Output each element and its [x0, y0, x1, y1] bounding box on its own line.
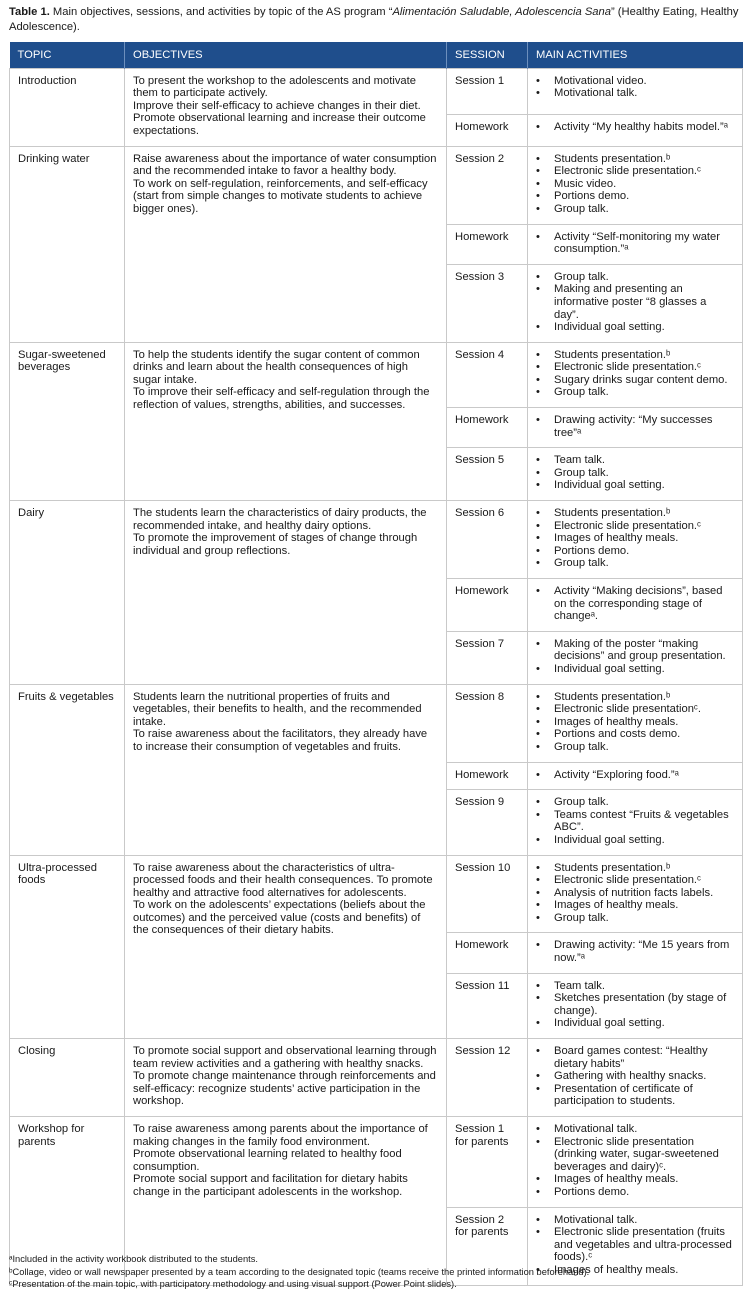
session-cell: Session 1 for parents [447, 1117, 528, 1208]
list-item: • Group talk. [554, 741, 734, 754]
list-item: • Motivational talk. [554, 87, 734, 100]
topic-cell: Closing [10, 1039, 125, 1117]
objective-text: To work on self-regulation, reinforcements, and self-efficacy (start from simple changes to motivate students to achieve bigger ones). [133, 177, 428, 215]
list-item: • Group talk. [554, 271, 734, 284]
list-item: • Motivational talk. [554, 1123, 734, 1136]
table-row [10, 146, 743, 224]
topic-cell: Ultra-processed foods [10, 855, 125, 1039]
activities-list [536, 454, 734, 492]
table-header [10, 42, 743, 68]
list-item: • Group talk. [554, 386, 734, 399]
list-item: • Electronic slide presentation.ᶜ [554, 361, 734, 374]
session-cell: Session 7 [447, 631, 528, 684]
table-row [10, 501, 743, 579]
list-item: • Group talk. [554, 912, 734, 925]
session-cell: Session 11 [447, 973, 528, 1038]
session-cell: Session 6 [447, 501, 528, 579]
activities-cell [528, 1039, 743, 1117]
table-row [10, 855, 743, 933]
list-item: • Activity “Making decisions”, based on the corresponding stage of changeᵃ. [554, 585, 734, 623]
topic-cell: Fruits & vegetables [10, 684, 125, 855]
list-item: • Drawing activity: “My successes tree”ᵃ [554, 414, 734, 439]
activities-list [536, 1045, 734, 1108]
activities-list [536, 1123, 734, 1199]
list-item: • Electronic slide presentation (fruits and vegetables and ultra-processed foods).ᶜ [554, 1226, 734, 1264]
table-caption [9, 5, 739, 35]
list-item: • Individual goal setting. [554, 479, 734, 492]
topic-cell: Drinking water [10, 146, 125, 342]
activities-list [536, 939, 734, 964]
objectives-cell [125, 684, 447, 855]
activities-list [536, 153, 734, 216]
activities-cell [528, 631, 743, 684]
activities-cell [528, 501, 743, 579]
session-cell: Homework [447, 114, 528, 146]
table-row [10, 1039, 743, 1117]
activities-list [536, 585, 734, 623]
activities-list [536, 691, 734, 754]
session-cell: Session 8 [447, 684, 528, 762]
activities-list [536, 769, 734, 782]
list-item: • Students presentation.ᵇ [554, 349, 734, 362]
footnote-c: ᶜPresentation of the main topic, with participatory methodology and using visual support (Power Point slides). [9, 1279, 457, 1290]
activities-list [536, 271, 734, 334]
objectives-cell [125, 342, 447, 500]
list-item: • Students presentation.ᵇ [554, 862, 734, 875]
activities-cell [528, 855, 743, 933]
activities-cell [528, 762, 743, 790]
activities-cell [528, 342, 743, 407]
list-item: • Sketches presentation (by stage of change). [554, 992, 734, 1017]
activities-list [536, 75, 734, 100]
objective-text: The students learn the characteristics of dairy products, the recommended intake, and healthy dairy options. [133, 507, 427, 532]
objective-text: To work on the adolescents’ expectations (beliefs about the outcomes) and the perceived value (costs and benefits) of the consequences of their dietary habits. [133, 899, 426, 937]
activities-cell [528, 684, 743, 762]
list-item: • Motivational talk. [554, 1214, 734, 1227]
header-main-activities: MAIN ACTIVITIES [528, 42, 743, 68]
activities-cell [528, 264, 743, 342]
objectives-cell [125, 855, 447, 1039]
objective-text: Promote social support and facilitation for dietary habits change in the participant adolescents in the workshop. [133, 1173, 408, 1198]
list-item: • Images of healthy meals. [554, 899, 734, 912]
session-cell: Session 4 [447, 342, 528, 407]
session-cell: Homework [447, 933, 528, 973]
list-item: • Gathering with healthy snacks. [554, 1070, 734, 1083]
objective-text: Improve their self-efficacy to achieve changes in their diet. [133, 99, 421, 112]
topic-cell: Introduction [10, 68, 125, 146]
activities-cell [528, 68, 743, 114]
list-item: • Team talk. [554, 980, 734, 993]
objective-text: To promote the improvement of stages of change through individual and group reflections. [133, 532, 418, 557]
list-item: • Individual goal setting. [554, 321, 734, 334]
objectives-cell [125, 501, 447, 685]
list-item: • Portions and costs demo. [554, 728, 734, 741]
objective-text: To raise awareness about the characteristics of ultra-processed foods and their health consequences. To promote healthy and attractive food alternatives for adolescents. [133, 861, 433, 899]
footnote-b: ᵇCollage, video or wall newspaper presented by a team according to the designated topic (teams receive the printed information beforehand). [9, 1266, 590, 1277]
session-cell: Session 9 [447, 790, 528, 855]
objective-text: Raise awareness about the importance of water consumption and the recommended intake to favor a healthy body. [133, 152, 437, 178]
list-item: • Group talk. [554, 203, 734, 216]
list-item: • Electronic slide presentation.ᶜ [554, 165, 734, 178]
list-item: • Portions demo. [554, 1186, 734, 1199]
session-cell: Homework [447, 408, 528, 448]
session-cell: Homework [447, 762, 528, 790]
list-item: • Electronic slide presentation.ᶜ [554, 520, 734, 533]
objective-text: Promote observational learning and increase their outcome expectations. [133, 112, 426, 137]
list-item: • Analysis of nutrition facts labels. [554, 887, 734, 900]
activities-list [536, 507, 734, 570]
objectives-cell [125, 146, 447, 342]
list-item: • Electronic slide presentation (drinking water, sugar-sweetened beverages and dairy)ᶜ. [554, 1136, 734, 1174]
activities-list [536, 349, 734, 399]
objective-text: To promote social support and observational learning through team review activities and a gathering with healthy snacks. [133, 1045, 437, 1070]
list-item: • Portions demo. [554, 545, 734, 558]
objective-text: To raise awareness among parents about the importance of making changes in the family food environment. [133, 1123, 428, 1148]
list-item: • Activity “My healthy habits model.”ᵃ [554, 121, 734, 134]
program-table [9, 42, 743, 1286]
activities-list [536, 231, 734, 256]
objective-text: Students learn the nutritional properties of fruits and vegetables, their benefits to health, and the recommended intake. [133, 690, 422, 728]
activities-cell [528, 933, 743, 973]
list-item: • Individual goal setting. [554, 1017, 734, 1030]
session-cell: Session 3 [447, 264, 528, 342]
header-topic: TOPIC [10, 42, 125, 68]
caption-program-name: Alimentación Saludable, Adolescencia Sana [392, 6, 611, 18]
list-item: • Images of healthy meals. [554, 532, 734, 545]
list-item: • Students presentation.ᵇ [554, 153, 734, 166]
session-cell: Homework [447, 579, 528, 632]
activities-cell [528, 408, 743, 448]
session-cell: Session 1 [447, 68, 528, 114]
list-item: • Images of healthy meals. [554, 1173, 734, 1186]
footnotes [9, 1253, 744, 1291]
header-objectives: OBJECTIVES [125, 42, 447, 68]
list-item: • Music video. [554, 178, 734, 191]
objectives-cell [125, 1039, 447, 1117]
list-item: • Motivational video. [554, 75, 734, 88]
objective-text: To present the workshop to the adolescents and motivate them to participate actively. [133, 74, 416, 100]
list-item: • Group talk. [554, 796, 734, 809]
activities-list [536, 796, 734, 846]
list-item: • Making and presenting an informative poster “8 glasses a day”. [554, 283, 734, 321]
activities-list [536, 638, 734, 676]
table-row [10, 684, 743, 762]
activities-cell [528, 448, 743, 501]
session-cell: Session 5 [447, 448, 528, 501]
session-cell: Session 2 for parents [447, 1207, 528, 1285]
list-item: • Images of healthy meals. [554, 1264, 734, 1277]
activities-list [536, 862, 734, 925]
objective-text: To raise awareness about the facilitators, they already have to increase their consumption of vegetables and fruits. [133, 728, 428, 753]
list-item: • Individual goal setting. [554, 663, 734, 676]
activities-list [536, 414, 734, 439]
activities-cell [528, 224, 743, 264]
table-row [10, 1117, 743, 1208]
session-cell: Homework [447, 224, 528, 264]
activities-list [536, 121, 734, 134]
objective-text: To help the students identify the sugar content of common drinks and learn about the health consequences of high sugar intake. [133, 348, 420, 386]
activities-cell [528, 114, 743, 146]
list-item: • Making of the poster “making decisions” and group presentation. [554, 638, 734, 663]
caption-text-before: Main objectives, sessions, and activities by topic of the AS program “ [49, 6, 393, 18]
list-item: • Group talk. [554, 557, 734, 570]
activities-cell [528, 579, 743, 632]
list-item: • Activity “Self-monitoring my water consumption.”ᵃ [554, 231, 734, 256]
activities-cell [528, 973, 743, 1038]
footnote-a: ᵃIncluded in the activity workbook distributed to the students. [9, 1254, 258, 1264]
activities-cell [528, 1117, 743, 1208]
list-item: • Drawing activity: “Me 15 years from now.”ᵃ [554, 939, 734, 964]
header-session: SESSION [447, 42, 528, 68]
table-row [10, 68, 743, 114]
list-item: • Presentation of certificate of participation to students. [554, 1083, 734, 1108]
list-item: • Images of healthy meals. [554, 716, 734, 729]
objectives-cell [125, 68, 447, 146]
topic-cell: Dairy [10, 501, 125, 685]
activities-cell [528, 146, 743, 224]
topic-cell: Sugar-sweetened beverages [10, 342, 125, 500]
list-item: • Portions demo. [554, 190, 734, 203]
list-item: • Individual goal setting. [554, 834, 734, 847]
list-item: • Group talk. [554, 467, 734, 480]
list-item: • Board games contest: “Healthy dietary habits” [554, 1045, 734, 1070]
list-item: • Activity “Exploring food.”ᵃ [554, 769, 734, 782]
session-cell: Session 2 [447, 146, 528, 224]
objective-text: Promote observational learning related to healthy food consumption. [133, 1148, 402, 1173]
table-row [10, 342, 743, 407]
caption-text-after: ” (Healthy Eating, Healthy Adolescence). [9, 6, 739, 33]
list-item: • Teams contest “Fruits & vegetables ABC”. [554, 809, 734, 834]
session-cell: Session 12 [447, 1039, 528, 1117]
list-item: • Sugary drinks sugar content demo. [554, 374, 734, 387]
session-cell: Session 10 [447, 855, 528, 933]
caption-label: Table 1. [9, 6, 50, 18]
objective-text: To promote change maintenance through reinforcements and self-efficacy: recognize students’ active participation in the workshop. [133, 1070, 436, 1108]
list-item: • Students presentation.ᵇ [554, 507, 734, 520]
list-item: • Team talk. [554, 454, 734, 467]
topic-cell: Workshop for parents [10, 1117, 125, 1286]
objective-text: To improve their self-efficacy and self-regulation through the reflection of values, strengths, abilities, and successes. [133, 386, 430, 412]
activities-list [536, 980, 734, 1030]
activities-cell [528, 790, 743, 855]
list-item: • Electronic slide presentationᶜ. [554, 703, 734, 716]
list-item: • Students presentation.ᵇ [554, 691, 734, 704]
list-item: • Electronic slide presentation.ᶜ [554, 874, 734, 887]
table-body [10, 68, 743, 1285]
